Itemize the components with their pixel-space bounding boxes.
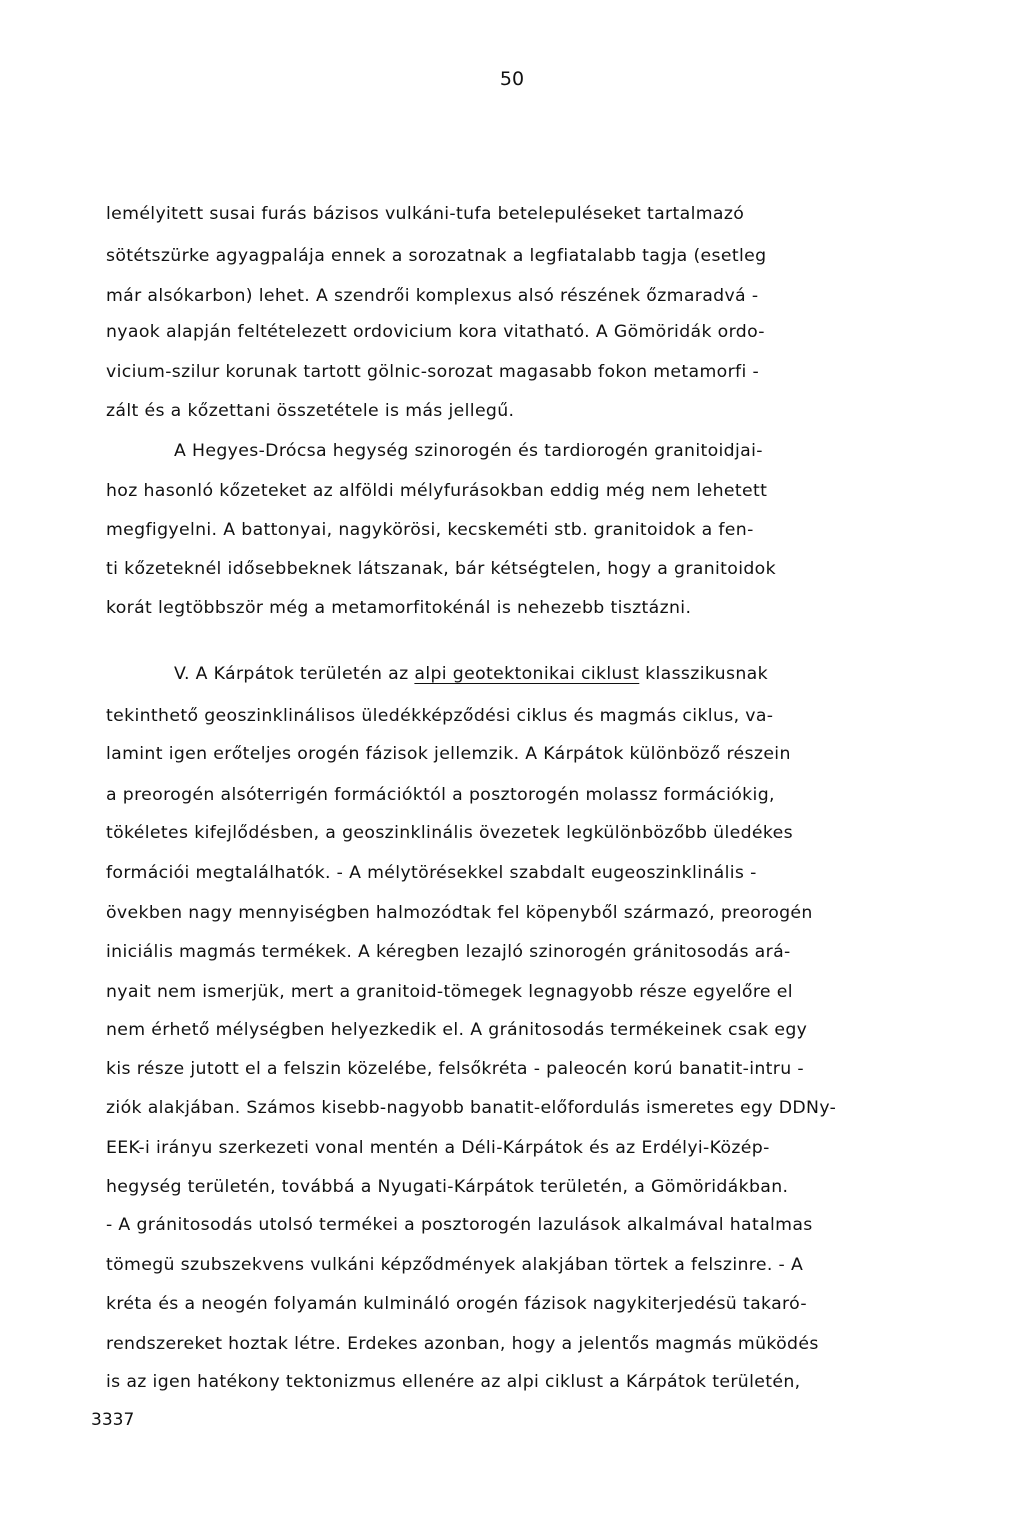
- underlined-term: alpi geotektonikai ciklust: [414, 664, 640, 684]
- text-line: zált és a kőzettani összetétele is más jellegű.: [106, 401, 515, 421]
- text-line: formációi megtalálhatók. - A mélytörésekkel szabdalt eugeoszinklinális -: [106, 863, 757, 883]
- text-line: már alsókarbon) lehet. A szendrői komplexus alsó részének őzmaradvá -: [106, 286, 759, 306]
- text-line: EEK-i irányu szerkezeti vonal mentén a Déli-Kárpátok és az Erdélyi-Közép-: [106, 1138, 770, 1158]
- footer-code: 3337: [91, 1410, 135, 1430]
- text-line: nyait nem ismerjük, mert a granitoid-tömegek legnagyobb része egyelőre el: [106, 982, 793, 1002]
- text-line: kis része jutott el a felszin közelébe, felsőkréta - paleocén korú banatit-intru -: [106, 1059, 804, 1079]
- section-intro-text-end: klasszikusnak: [639, 664, 768, 684]
- section-intro-text: V. A Kárpátok területén az: [174, 664, 415, 684]
- text-line: sötétszürke agyagpalája ennek a sorozatnak a legfiatalabb tagja (esetleg: [106, 246, 767, 266]
- text-line: hegység területén, továbbá a Nyugati-Kárpátok területén, a Gömöridákban.: [106, 1177, 789, 1197]
- text-line: kréta és a neogén folyamán kulmináló orogén fázisok nagykiterjedésü takaró-: [106, 1294, 807, 1314]
- text-line: ti kőzeteknél idősebbeknek látszanak, bár kétségtelen, hogy a granitoidok: [106, 559, 776, 579]
- text-line: nem érhető mélységben helyezkedik el. A gránitosodás termékeinek csak egy: [106, 1020, 808, 1040]
- text-line: hoz hasonló kőzeteket az alföldi mélyfurásokban eddig még nem lehetett: [106, 481, 768, 501]
- text-line: tömegü szubszekvens vulkáni képződmények alakjában törtek a felszinre. - A: [106, 1255, 804, 1275]
- text-line: A Hegyes-Drócsa hegység szinorogén és tardiorogén granitoidjai-: [174, 441, 763, 461]
- text-line: - A gránitosodás utolsó termékei a posztorogén lazulások alkalmával hatalmas: [106, 1215, 813, 1235]
- text-line: lemélyitett susai furás bázisos vulkáni-tufa betelepuléseket tartalmazó: [106, 204, 745, 224]
- text-line: tökéletes kifejlődésben, a geoszinklinális övezetek legkülönbözőbb üledékes: [106, 823, 793, 843]
- text-line: tekinthető geoszinklinálisos üledékképződési ciklus és magmás ciklus, va-: [106, 706, 774, 726]
- page-number: 50: [499, 68, 525, 90]
- text-line: lamint igen erőteljes orogén fázisok jellemzik. A Kárpátok különböző részein: [106, 744, 791, 764]
- text-line: a preorogén alsóterrigén formációktól a posztorogén molassz formációkig,: [106, 785, 775, 805]
- text-line: iniciális magmás termékek. A kéregben lezajló szinorogén gránitosodás ará-: [106, 942, 791, 962]
- text-line: megfigyelni. A battonyai, nagykörösi, kecskeméti stb. granitoidok a fen-: [106, 520, 754, 540]
- text-line: is az igen hatékony tektonizmus ellenére az alpi ciklust a Kárpátok területén,: [106, 1372, 801, 1392]
- text-line: rendszereket hoztak létre. Erdekes azonban, hogy a jelentős magmás müködés: [106, 1334, 819, 1354]
- section-heading-line: [174, 663, 768, 685]
- text-line: ziók alakjában. Számos kisebb-nagyobb banatit-előfordulás ismeretes egy DDNy-: [106, 1098, 837, 1118]
- text-line: övekben nagy mennyiségben halmozódtak fel köpenyből származó, preorogén: [106, 903, 813, 923]
- text-line: nyaok alapján feltételezett ordovicium kora vitatható. A Gömöridák ordo-: [106, 322, 765, 342]
- text-line: vicium-szilur korunak tartott gölnic-sorozat magasabb fokon metamorfi -: [106, 362, 760, 382]
- text-line: korát legtöbbször még a metamorfitokénál is nehezebb tisztázni.: [106, 598, 692, 618]
